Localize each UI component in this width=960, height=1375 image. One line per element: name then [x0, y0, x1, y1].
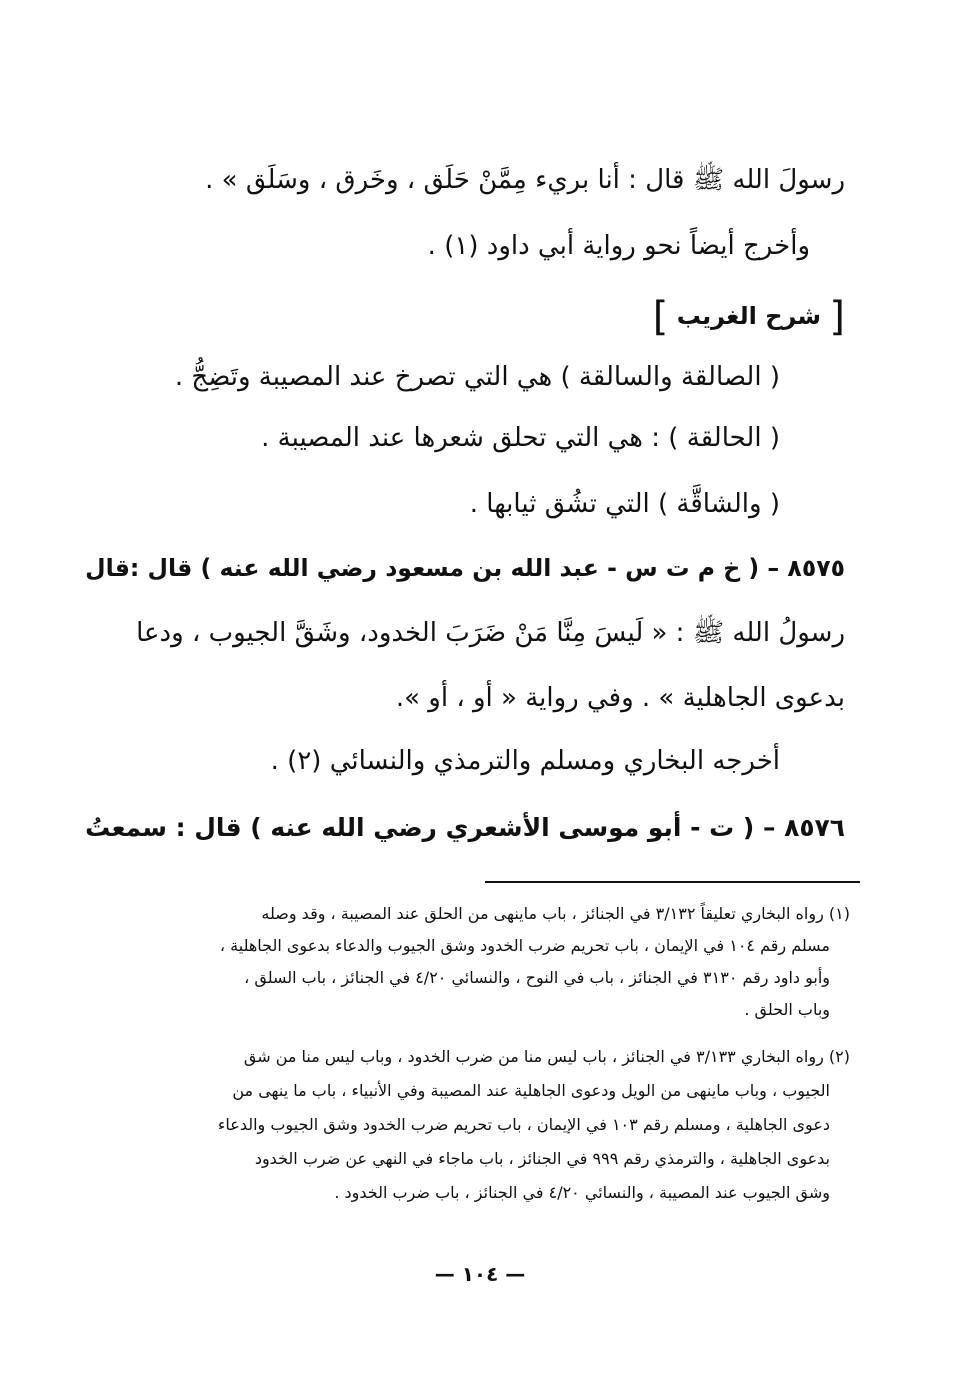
section-heading	[652, 294, 845, 340]
text-line-7: رسولُ الله ﷺ : « لَيسَ مِنَّا مَنْ ضَرَبَ الخدود، وشَقَّ الجيوب ، ودعا	[136, 618, 845, 648]
footnote-2-line-3: دعوى الجاهلية ، ومسلم رقم ١٠٣ في الإيمان ، باب تحريم ضرب الخدود وشق الجيوب والدعاء	[217, 1115, 830, 1134]
text-line-2: وأخرج أيضاً نحو رواية أبي داود (١) .	[427, 231, 810, 261]
footnote-1-line-1: (١) رواه البخاري تعليقاً ٣/١٣٢ في الجنائز ، باب ماينهى من الحلق عند المصيبة ، وقد وصله	[261, 904, 850, 923]
footnote-2-line-4: بدعوى الجاهلية ، والترمذي رقم ٩٩٩ في الجنائز ، باب ماجاء في النهي عن ضرب الخدود	[254, 1149, 830, 1168]
text-line-3: ( الصالقة والسالقة ) هي التي تصرخ عند المصيبة وتَضِجُّ .	[174, 362, 780, 392]
text-line-4: ( الحالقة ) : هي التي تحلق شعرها عند المصيبة .	[261, 423, 780, 453]
footnote-separator	[485, 881, 860, 883]
footnote-1-line-2: مسلم رقم ١٠٤ في الإيمان ، باب تحريم ضرب الخدود وشق الجيوب والدعاء بدعوى الجاهلية ،	[219, 936, 830, 955]
page-number: — ١٠٤ —	[434, 1262, 526, 1286]
footnote-2-line-1: (٢) رواه البخاري ٣/١٣٣ في الجنائز ، باب ليس منا من ضرب الخدود ، وباب ليس منا من شق	[243, 1047, 850, 1066]
footnote-2-line-2: الجيوب ، وباب ماينهى من الويل ودعوى الجاهلية عند المصيبة وفي الأنبياء ، باب ما ينهى من	[232, 1081, 830, 1100]
text-line-1: رسولَ الله ﷺ قال : أنا بريء مِمَّنْ حَلَق ، وخَرق ، وسَلَق » .	[205, 165, 845, 195]
hadith-heading-8575: ٨٥٧٥ – ( خ م ت س - عبد الله بن مسعود رضي الله عنه ) قال :قال	[85, 554, 845, 582]
heading-bracket-close: ]	[652, 294, 669, 340]
text-line-5: ( والشاقَّة ) التي تشُق ثيابها .	[469, 489, 780, 519]
footnote-1-line-3: وأبو داود رقم ٣١٣٠ في الجنائز ، باب في النوح ، والنسائي ٤/٢٠ في الجنائز ، باب السلق ،	[244, 968, 830, 987]
hadith-heading-8576: ٨٥٧٦ – ( ت - أبو موسى الأشعري رضي الله عنه ) قال : سمعتُ	[85, 813, 845, 842]
text-line-9: أخرجه البخاري ومسلم والترمذي والنسائي (٢) .	[270, 746, 780, 776]
text-line-8: بدعوى الجاهلية » . وفي رواية « أو ، أو ».	[395, 683, 845, 713]
section-heading-label: شرح الغريب	[676, 302, 822, 330]
footnote-1-line-4: وباب الحلق .	[744, 1000, 830, 1019]
heading-bracket-open: [	[829, 294, 845, 340]
footnote-2-line-5: وشق الجيوب عند المصيبة ، والنسائي ٤/٢٠ في الجنائز ، باب ضرب الخدود .	[334, 1183, 830, 1202]
